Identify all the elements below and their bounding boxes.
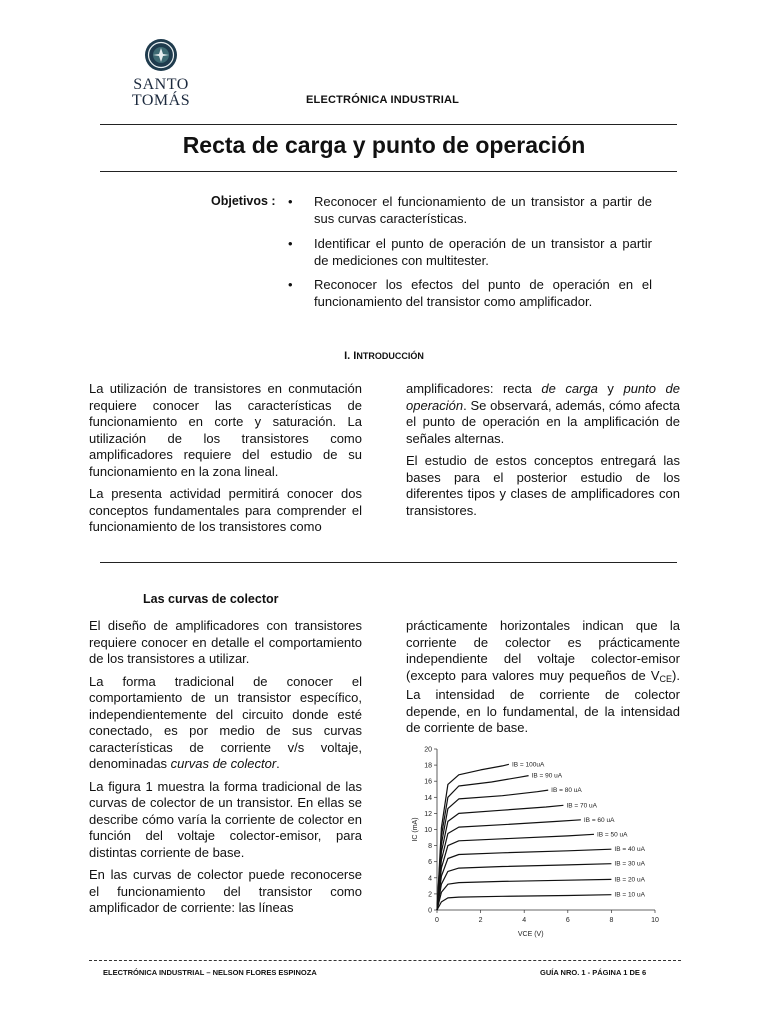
bullet: • bbox=[288, 277, 293, 292]
y-tick-label: 14 bbox=[424, 794, 432, 802]
objective-item bbox=[288, 194, 652, 227]
emphasis: curvas de colector bbox=[170, 756, 277, 771]
y-tick-label: 20 bbox=[424, 746, 432, 754]
logo-word-tomas: TOMÁS bbox=[131, 92, 191, 109]
objective-text: Identificar el punto de operación de un transistor a partir de mediciones con multitester. bbox=[314, 236, 652, 268]
series-label: IB = 100uA bbox=[511, 761, 545, 769]
collector-column-left bbox=[89, 618, 362, 923]
collector-paragraph bbox=[89, 674, 362, 773]
chart-svg bbox=[408, 744, 664, 940]
collector-paragraph: El diseño de amplificadores con transistores requiere conocer en detalle el comportamiento de los transistores a utilizar. bbox=[89, 618, 362, 666]
text-run: . Se observará, además, cómo afecta el punto de operación en la amplificación de señales alternas. bbox=[406, 397, 680, 446]
intro-heading-rest: NTRODUCCIÓN bbox=[356, 351, 424, 361]
series-line bbox=[437, 805, 563, 910]
y-tick-label: 4 bbox=[428, 875, 432, 883]
text-run: amplificadores: recta bbox=[406, 381, 542, 396]
intro-paragraph: La presenta actividad permitirá conocer dos conceptos fundamentales para comprender el funcionamiento de los transistores como bbox=[89, 486, 362, 534]
bullet: • bbox=[288, 236, 293, 251]
emphasis: de carga bbox=[541, 381, 598, 396]
intro-heading-initial: I. I bbox=[344, 350, 357, 362]
y-tick-label: 18 bbox=[424, 762, 432, 770]
x-tick-label: 2 bbox=[478, 917, 483, 924]
series-line bbox=[437, 834, 594, 910]
section-rule bbox=[100, 562, 677, 563]
footer-rule bbox=[89, 960, 681, 961]
text-run: prácticamente horizontales indican que la corriente de colector es prácticamente independiente del voltaje colector-emisor (excepto para valores muy pequeños de V bbox=[406, 618, 680, 683]
x-tick-label: 6 bbox=[565, 917, 570, 924]
x-tick-label: 8 bbox=[609, 917, 614, 924]
y-tick-label: 6 bbox=[428, 859, 432, 867]
collector-curves-chart bbox=[408, 744, 664, 940]
text-run: . bbox=[276, 756, 280, 771]
seal-icon bbox=[144, 38, 178, 72]
y-axis-label: IC (mA) bbox=[412, 817, 419, 842]
collector-paragraph bbox=[406, 618, 680, 737]
x-axis-label: VCE (V) bbox=[517, 931, 544, 938]
title-rule bbox=[100, 171, 677, 172]
intro-heading bbox=[0, 350, 768, 362]
series-line bbox=[437, 864, 611, 910]
intro-column-left bbox=[89, 381, 362, 542]
series-label: IB = 30 uA bbox=[614, 860, 645, 868]
subscript: CE bbox=[659, 673, 673, 684]
page-title: Recta de carga y punto de operación bbox=[182, 132, 586, 158]
y-tick-label: 2 bbox=[428, 891, 432, 899]
footer-left: ELECTRÓNICA INDUSTRIAL – NELSON FLORES ESPINOZA bbox=[103, 968, 317, 977]
series-line bbox=[437, 764, 509, 910]
collector-column-right bbox=[406, 618, 680, 743]
objective-item bbox=[288, 277, 652, 310]
y-tick-label: 16 bbox=[424, 778, 432, 786]
text-run: ). La intensidad de corriente de colector depende, en lo fundamental, de la intensidad de corriente de base. bbox=[406, 667, 680, 735]
university-logo bbox=[118, 38, 204, 118]
series-label: IB = 40 uA bbox=[614, 846, 645, 854]
intro-paragraph bbox=[406, 381, 680, 447]
text-run: y bbox=[597, 381, 624, 396]
section-heading: Las curvas de colector bbox=[143, 592, 279, 606]
emphasis: punto de operación bbox=[406, 381, 680, 413]
x-tick-label: 10 bbox=[651, 917, 659, 924]
series-label: IB = 90 uA bbox=[531, 772, 563, 780]
y-tick-label: 10 bbox=[424, 827, 432, 834]
series-line bbox=[437, 895, 611, 910]
text-run: La forma tradicional de conocer el comportamiento de un transistor específico, independientemente del circuito donde esté conectado, es por medio de sus curvas características de corriente v/s voltaje, denominadas bbox=[89, 673, 362, 771]
series-label: IB = 10 uA bbox=[614, 891, 645, 899]
header-title: ELECTRÓNICA INDUSTRIAL bbox=[306, 94, 460, 106]
footer-right: GUÍA NRO. 1 - PÁGINA 1 DE 6 bbox=[540, 968, 647, 977]
objectives-label: Objetivos : bbox=[211, 194, 276, 208]
intro-paragraph: El estudio de estos conceptos entregará las bases para el posterior estudio de los diferentes tipos y clases de amplificadores con transistores. bbox=[406, 453, 680, 518]
series-label: IB = 80 uA bbox=[551, 787, 582, 795]
header-rule bbox=[100, 124, 677, 125]
x-tick-label: 4 bbox=[522, 917, 527, 924]
objective-text: Reconocer el funcionamiento de un transistor a partir de sus curvas características. bbox=[314, 194, 652, 226]
logo-word-santo: SANTO bbox=[133, 76, 189, 93]
series-label: IB = 20 uA bbox=[614, 876, 645, 884]
series-label: IB = 70 uA bbox=[566, 802, 597, 810]
objective-text: Reconocer los efectos del punto de operación en el funcionamiento del transistor como amplificador. bbox=[314, 277, 652, 309]
intro-column-right bbox=[406, 381, 680, 525]
series-line bbox=[437, 776, 529, 910]
series-label: IB = 50 uA bbox=[596, 831, 628, 839]
series-label: IB = 60 uA bbox=[583, 816, 615, 824]
collector-paragraph: En las curvas de colector puede reconocerse el funcionamiento del transistor como amplificador de corriente: las líneas bbox=[89, 867, 362, 915]
y-tick-label: 8 bbox=[428, 843, 432, 851]
intro-paragraph: La utilización de transistores en conmutación requiere conocer las características de funcionamiento en corte y saturación. La utilización de los transistores como amplificadores requiere del estudio de su funcionamiento en la zona lineal. bbox=[89, 381, 362, 479]
collector-paragraph: La figura 1 muestra la forma tradicional de las curvas de colector de un transistor. En ellas se describe cómo varía la corriente de colector en función del voltaje colector-emisor, para distintas corriente de base. bbox=[89, 778, 362, 860]
x-tick-label: 0 bbox=[435, 917, 439, 924]
objective-item bbox=[288, 236, 652, 269]
bullet: • bbox=[288, 194, 293, 209]
y-tick-label: 12 bbox=[424, 810, 432, 818]
y-tick-label: 0 bbox=[428, 907, 432, 915]
